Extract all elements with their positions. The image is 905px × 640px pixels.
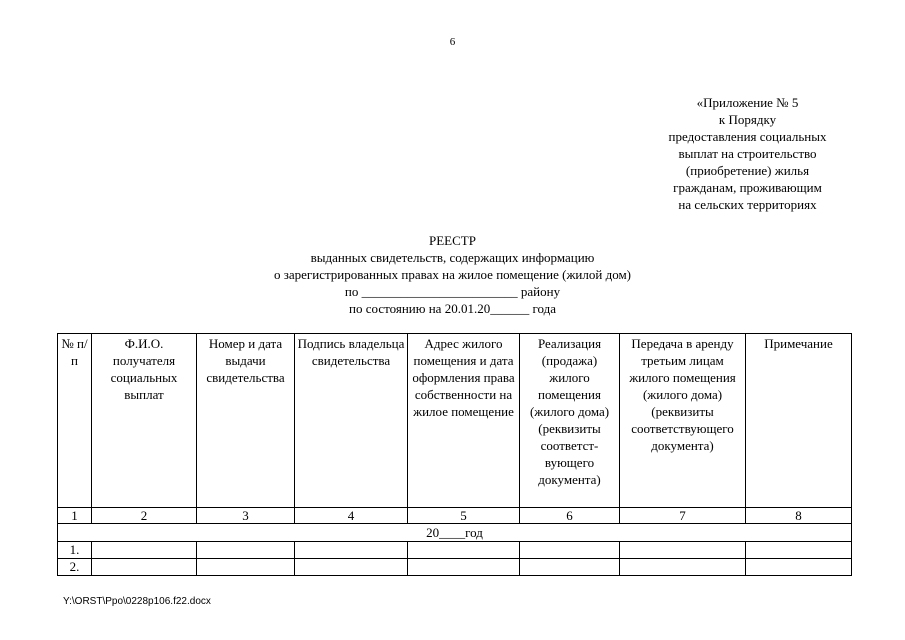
row-number: 1. [58,542,92,559]
column-header-certificate: Номер и дата выдачи свидетельства [197,334,295,508]
column-header-sale: Реализация (продажа) жилого помещения (жилого дома) (реквизиты соответст-вующего документа) [520,334,620,508]
appendix-line: «Приложение № 5 [696,95,799,110]
column-number-row [58,508,852,524]
column-header-number: № п/п [58,334,92,508]
column-number: 6 [520,508,620,524]
table-cell[interactable] [92,559,197,576]
table-row [58,542,852,559]
column-header-note: Примечание [746,334,852,508]
table-cell[interactable] [746,542,852,559]
column-number: 2 [92,508,197,524]
table-cell[interactable] [295,559,408,576]
table-cell[interactable] [520,559,620,576]
table-cell[interactable] [620,542,746,559]
table-cell[interactable] [746,559,852,576]
column-number: 1 [58,508,92,524]
document-title-block [0,232,905,317]
document-heading: РЕЕСТР [429,233,476,248]
column-number: 8 [746,508,852,524]
column-number: 3 [197,508,295,524]
column-header-name: Ф.И.О. получателя социальных выплат [92,334,197,508]
title-line: о зарегистрированных правах на жилое помещение (жилой дом) [273,267,632,282]
column-number: 4 [295,508,408,524]
year-cell: 20____год [58,524,852,542]
column-number: 5 [408,508,520,524]
table-cell[interactable] [295,542,408,559]
appendix-block [640,94,855,213]
row-number: 2. [58,559,92,576]
header-row [58,334,852,508]
table-cell[interactable] [197,542,295,559]
page-number: 6 [449,36,456,48]
appendix-line: предоставления социальных [668,129,827,144]
appendix-line: к Порядку [718,112,777,127]
date-line: по состоянию на 20.01.20______ года [349,301,556,316]
table-cell[interactable] [408,559,520,576]
appendix-line: выплат на строительство [678,146,817,161]
registry-table [57,333,852,576]
column-number: 7 [620,508,746,524]
appendix-line: (приобретение) жилья [685,163,810,178]
title-line: выданных свидетельств, содержащих информацию [310,250,595,265]
column-header-signature: Подпись владельца свидетельства [295,334,408,508]
table-cell[interactable] [92,542,197,559]
district-line: по ________________________ району [344,284,561,299]
appendix-line: гражданам, проживающим [673,180,822,195]
table-row [58,559,852,576]
table-cell[interactable] [620,559,746,576]
appendix-line: на сельских территориях [678,197,817,212]
file-path-footer: Y:\ORST\Ppo\0228p106.f22.docx [63,596,211,607]
table-cell[interactable] [408,542,520,559]
column-header-lease: Передача в аренду третьим лицам жилого помещения (жилого дома) (реквизиты соответствующего документа) [620,334,746,508]
table-cell[interactable] [197,559,295,576]
column-header-address: Адрес жилого помещения и дата оформления права собственности на жилое помещение [408,334,520,508]
table-cell[interactable] [520,542,620,559]
year-row [58,524,852,542]
